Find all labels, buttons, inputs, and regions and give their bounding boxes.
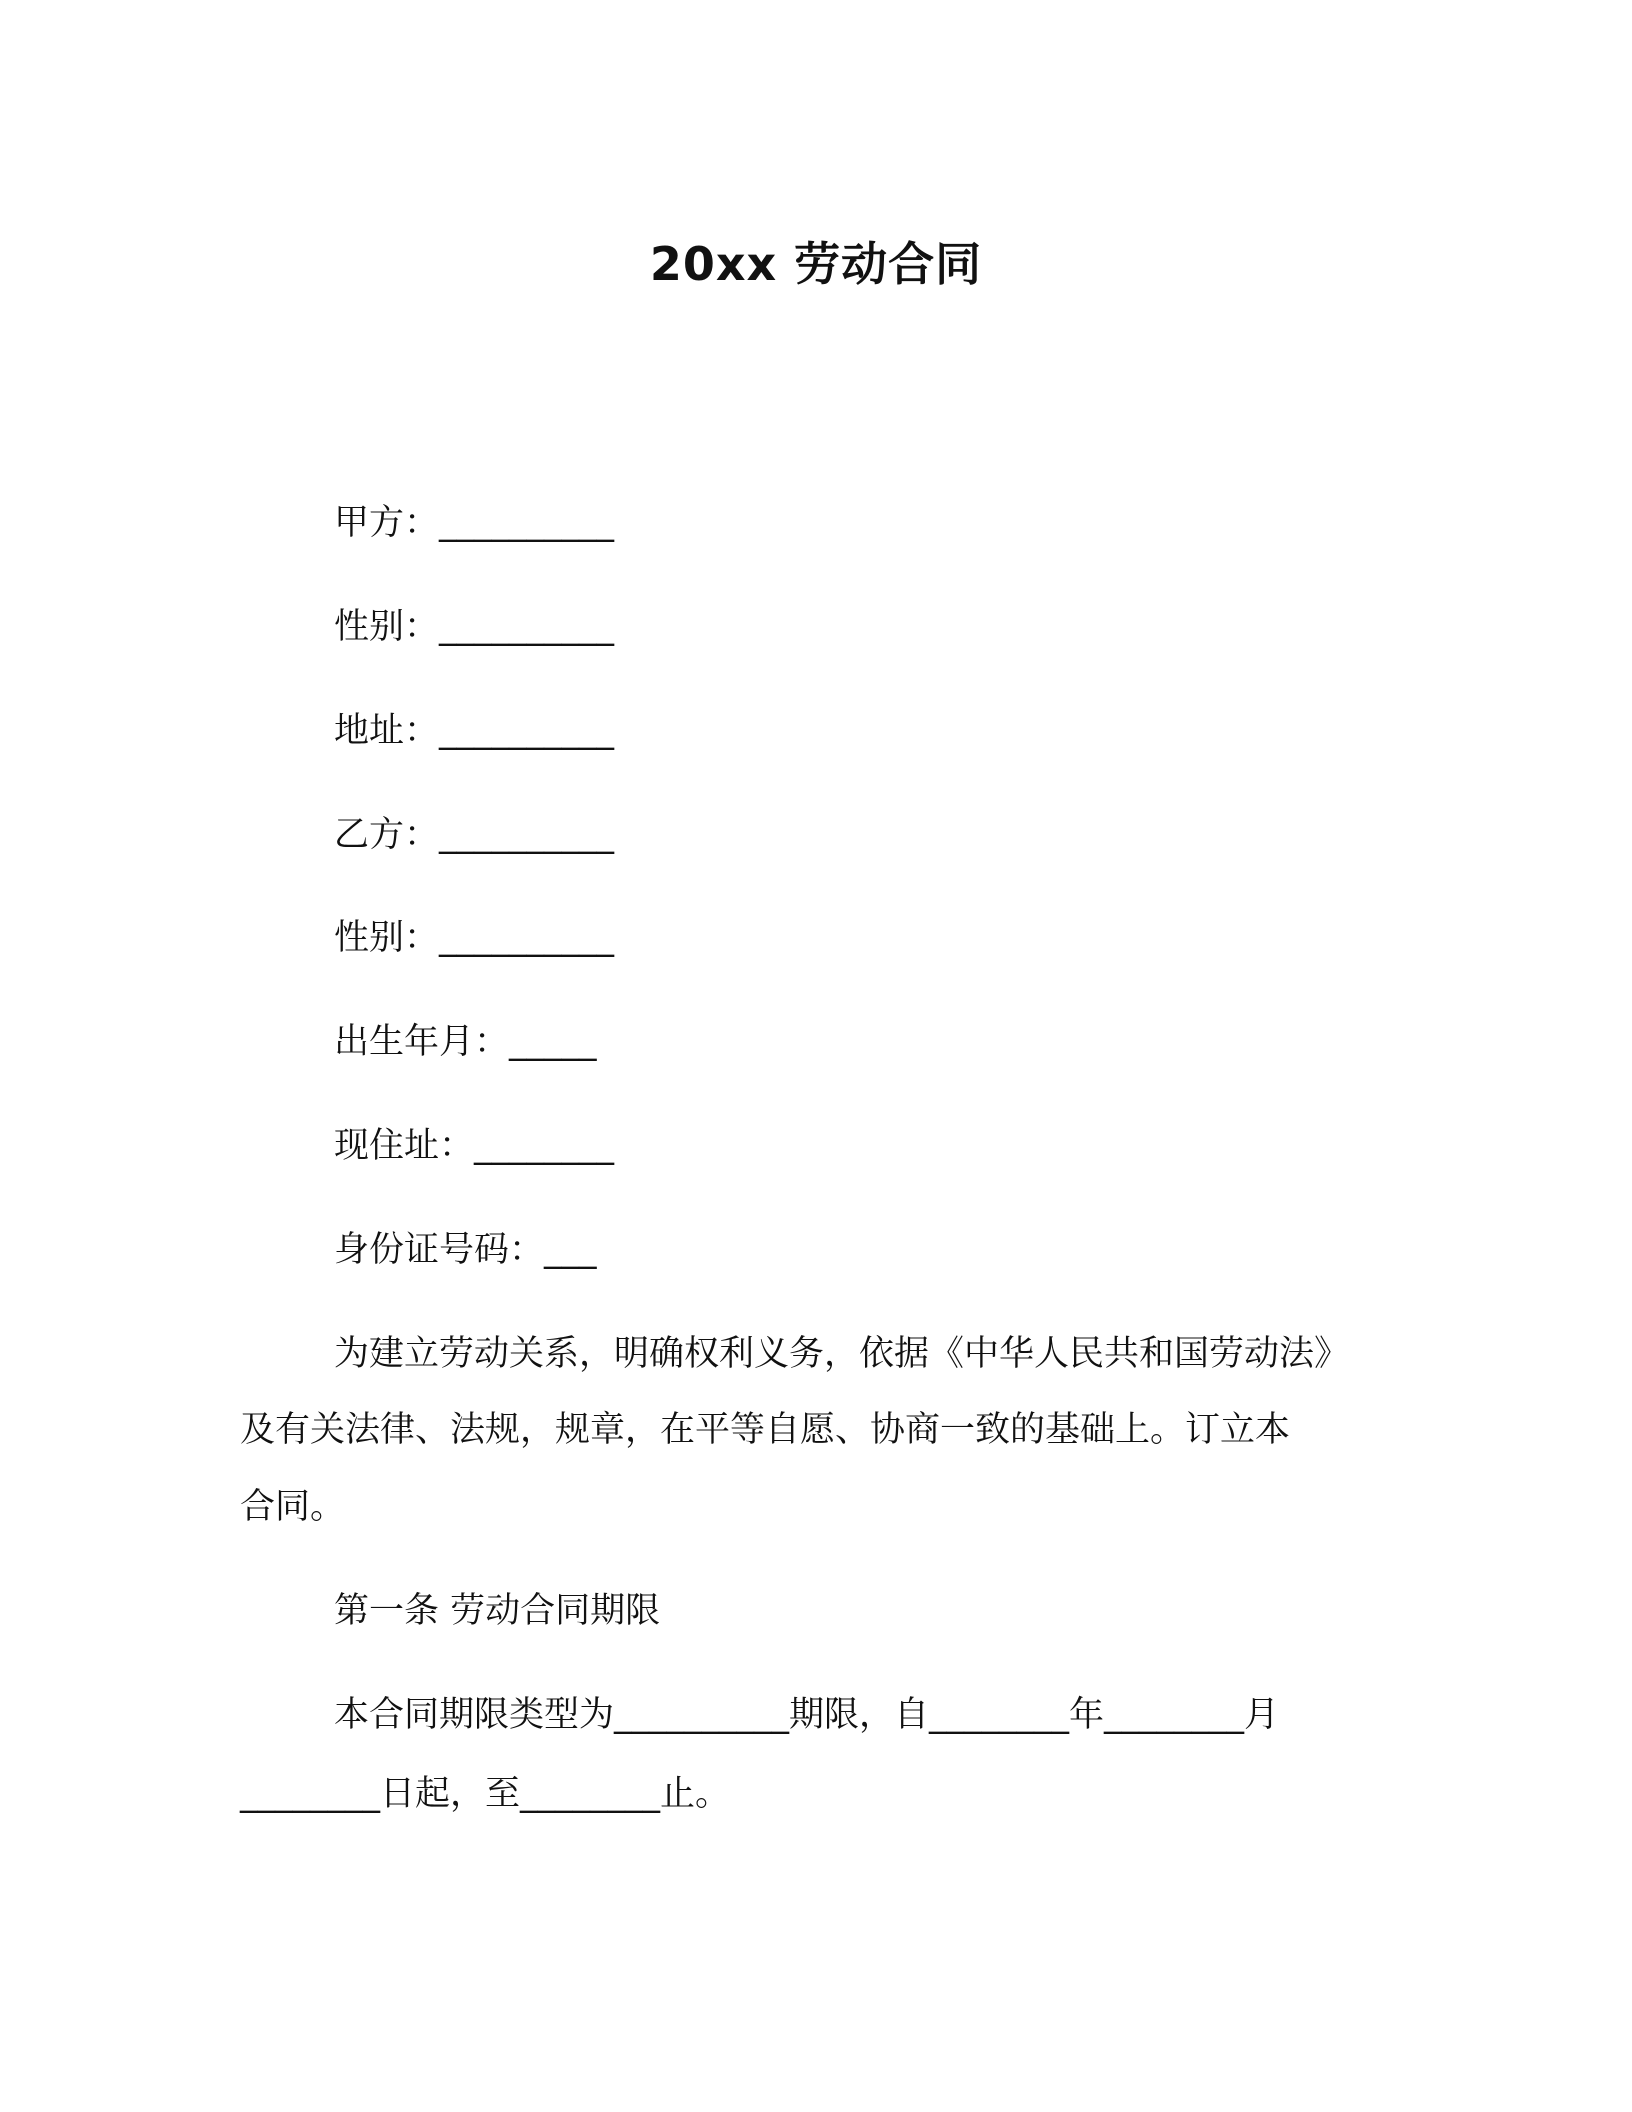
id-number-field: 身份证号码：___ bbox=[334, 1230, 597, 1270]
article-1-line-1: 本合同期限类型为__________期限，自________年________月 bbox=[334, 1695, 1280, 1735]
article-1-line-2: ________日起，至________止。 bbox=[240, 1774, 731, 1814]
preamble-line-3: 合同。 bbox=[240, 1487, 346, 1527]
birth-date-field: 出生年月：_____ bbox=[334, 1022, 597, 1062]
party-b-gender-field: 性别：__________ bbox=[334, 918, 615, 958]
preamble-line-2: 及有关法律、法规，规章，在平等自愿、协商一致的基础上。订立本 bbox=[240, 1410, 1291, 1450]
party-b-field: 乙方：__________ bbox=[334, 815, 615, 855]
current-address-field: 现住址：________ bbox=[334, 1126, 615, 1166]
article-1-heading: 第一条 劳动合同期限 bbox=[334, 1591, 661, 1631]
party-a-field: 甲方：__________ bbox=[334, 503, 615, 543]
document-title: 20xx 劳动合同 bbox=[649, 237, 983, 291]
party-a-address-field: 地址：__________ bbox=[334, 711, 615, 751]
party-a-gender-field: 性别：__________ bbox=[334, 607, 615, 647]
preamble-line-1: 为建立劳动关系，明确权利义务，依据《中华人民共和国劳动法》 bbox=[334, 1334, 1350, 1374]
